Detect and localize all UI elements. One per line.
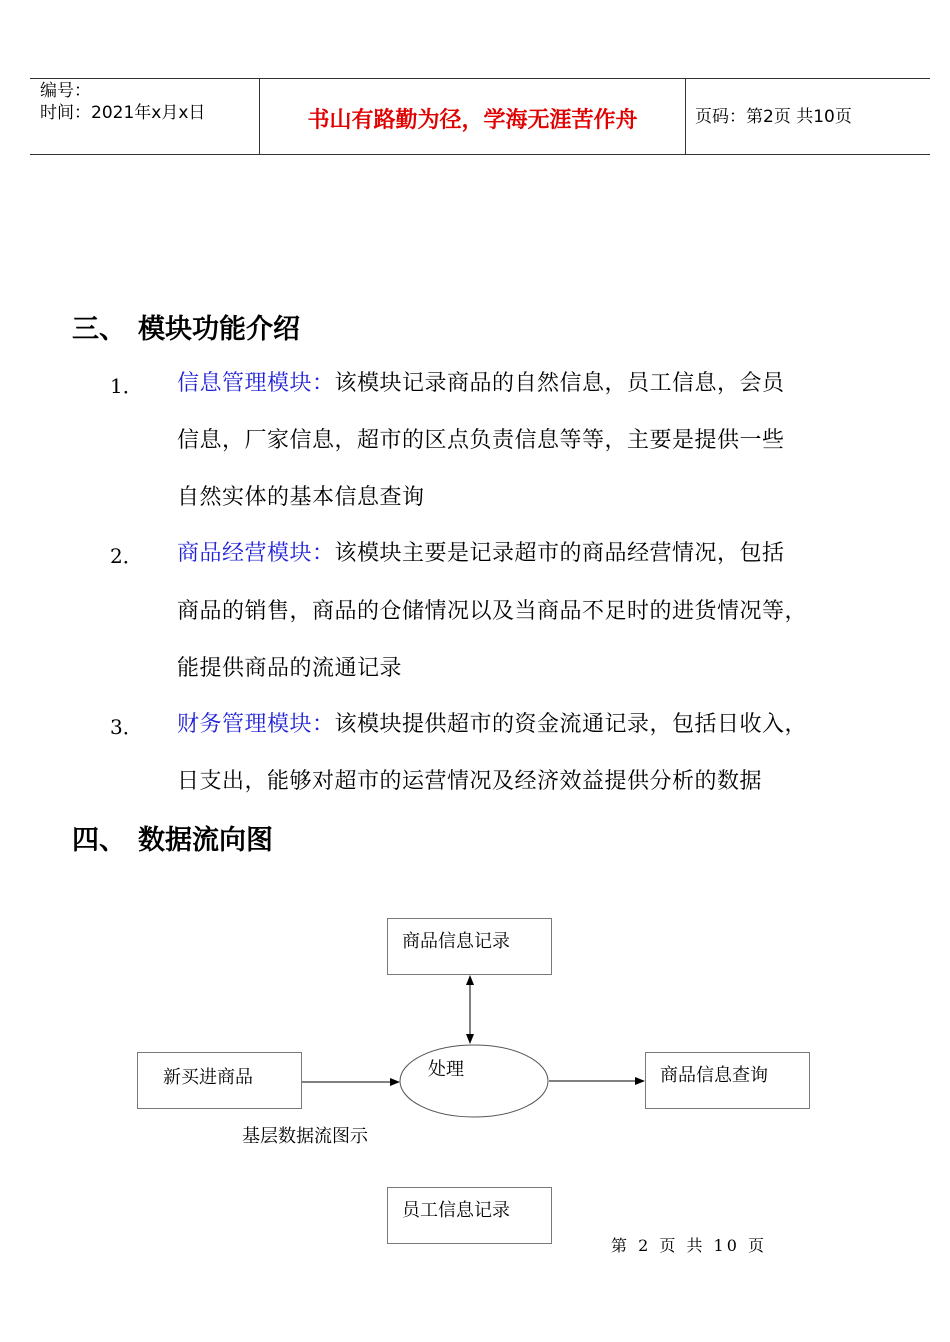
diagram-caption: 基层数据流图示 — [242, 1126, 368, 1147]
section-4-number: 四、 — [72, 825, 126, 856]
item-2-name: 商品经营模块： — [177, 541, 335, 566]
top-entity-label: 商品信息记录 — [402, 931, 510, 952]
left-entity-box — [137, 1052, 302, 1109]
header-page-label: 页码：第2页 共10页 — [695, 107, 852, 127]
section-3-number: 三、 — [72, 314, 126, 345]
header-motto: 书山有路勤为径，学海无涯苦作舟 — [307, 108, 638, 133]
item-1-line-2: 信息，厂家信息，超市的区点负责信息等等，主要是提供一些 — [177, 428, 785, 453]
process-label: 处理 — [428, 1059, 464, 1080]
item-2-line-2: 商品的销售，商品的仓储情况以及当商品不足时的进货情况等， — [177, 599, 808, 624]
top-entity-box — [387, 918, 552, 975]
right-entity-box — [645, 1052, 810, 1109]
header-number-label: 编号： — [40, 81, 91, 101]
item-1-name: 信息管理模块： — [177, 371, 335, 396]
section-3-title: 模块功能介绍 — [138, 314, 300, 345]
item-2-line-3: 能提供商品的流通记录 — [177, 656, 403, 681]
process-ellipse — [400, 1045, 548, 1117]
item-3-text-1: 该模块提供超市的资金流通记录，包括日收入， — [334, 712, 808, 737]
item-3-line-2: 日支出，能够对超市的运营情况及经济效益提供分析的数据 — [177, 769, 763, 794]
item-2-text-1: 该模块主要是记录超市的商品经营情况，包括 — [334, 541, 785, 566]
item-1-line-3: 自然实体的基本信息查询 — [177, 485, 425, 510]
section-4-title: 数据流向图 — [138, 825, 273, 856]
item-1-text-1: 该模块记录商品的自然信息，员工信息，会员 — [334, 371, 785, 396]
bottom-entity-label: 员工信息记录 — [402, 1200, 510, 1221]
item-2-index: 2． — [110, 544, 143, 568]
item-1-index: 1． — [110, 374, 143, 398]
left-entity-label: 新买进商品 — [163, 1067, 253, 1088]
item-3-index: 3． — [110, 715, 143, 739]
right-entity-label: 商品信息查询 — [660, 1065, 768, 1086]
page-footer: 第 2 页 共 10 页 — [611, 1236, 767, 1255]
header-time-label: 时间：2021年x月x日 — [40, 103, 206, 123]
item-3-name: 财务管理模块： — [177, 712, 335, 737]
bottom-entity-box — [387, 1187, 552, 1244]
